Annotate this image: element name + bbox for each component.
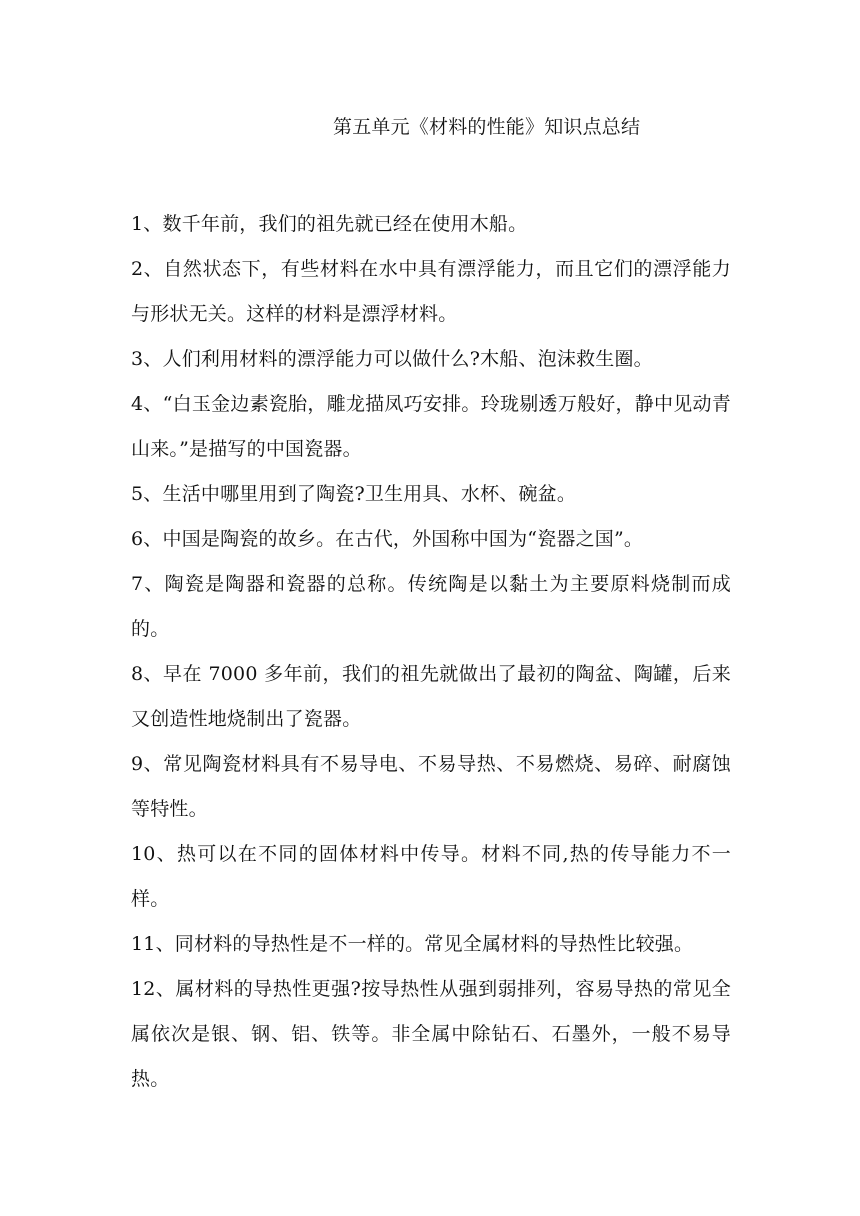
list-item: 3、人们利用材料的漂浮能力可以做什么?木船、泡沫救生圈。 [131, 348, 653, 370]
list-item: 4、“白玉金边素瓷胎，雕龙描凤巧安排。玲珑剔透万般好，静中见动青山来。”是描写的中国瓷器。 [131, 393, 731, 460]
list-item: 8、早在 7000 多年前，我们的祖先就做出了最初的陶盆、陶罐，后来又创造性地烧制出了瓷器。 [131, 663, 731, 730]
page-title: 第五单元《材料的性能》知识点总结 [333, 116, 641, 138]
list-item: 12、属材料的导热性更强?按导热性从强到弱排列，容易导热的常见全属依次是银、钢、铝、铁等。非全属中除钻石、石墨外，一般不易导热。 [131, 978, 731, 1090]
list-item: 7、陶瓷是陶器和瓷器的总称。传统陶是以黏土为主要原料烧制而成的。 [131, 573, 731, 640]
list-item: 11、同材料的导热性是不一样的。常见全属材料的导热性比较强。 [131, 933, 694, 955]
list-item: 9、常见陶瓷材料具有不易导电、不易导热、不易燃烧、易碎、耐腐蚀等特性。 [131, 753, 731, 820]
list-item: 2、自然状态下，有些材料在水中具有漂浮能力，而且它们的漂浮能力与形状无关。这样的材料是漂浮材料。 [131, 258, 731, 325]
knowledge-list [131, 202, 731, 1102]
list-item: 10、热可以在不同的固体材料中传导。材料不同,热的传导能力不一样。 [131, 843, 731, 910]
list-item: 6、中国是陶瓷的故乡。在古代，外国称中国为“瓷器之国”。 [131, 528, 644, 550]
list-item: 1、数千年前，我们的祖先就已经在使用木船。 [131, 213, 528, 235]
list-item: 5、生活中哪里用到了陶瓷?卫生用具、水杯、碗盆。 [131, 483, 577, 505]
